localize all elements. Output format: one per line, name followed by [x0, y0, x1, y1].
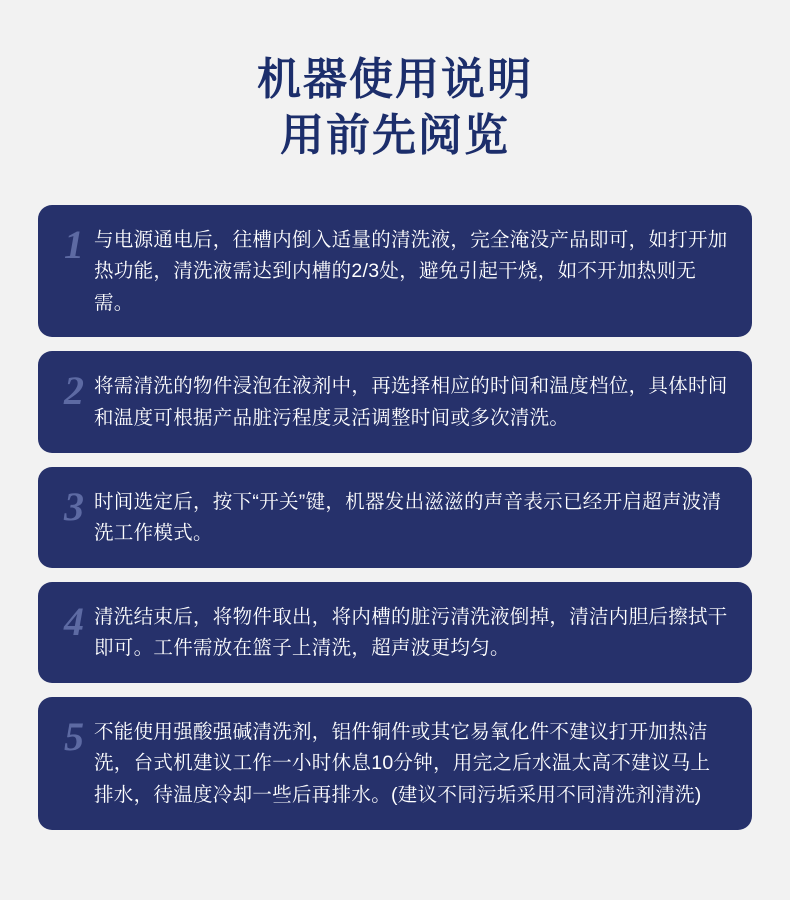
step-text: 清洗结束后，将物件取出，将内槽的脏污清洗液倒掉，清洁内胆后擦拭干即可。工件需放在篮子上清洗，超声波更均匀。 — [94, 605, 728, 660]
page-title-line2: 用前先阅览 — [280, 111, 510, 161]
step-number: 3 — [64, 483, 84, 529]
step-item — [38, 697, 752, 830]
step-text: 将需清洗的物件浸泡在液剂中，再选择相应的时间和温度档位，具体时间和温度可根据产品脏污程度灵活调整时间或多次清洗。 — [94, 375, 728, 429]
step-number: 5 — [64, 713, 84, 759]
step-text: 与电源通电后，往槽内倒入适量的清洗液，完全淹没产品即可，如打开加热功能，清洗液需达到内槽的2/3处，避免引起干烧，如不开加热则无需。 — [94, 228, 728, 314]
page-title-line1: 机器使用说明 — [257, 55, 533, 104]
step-item — [38, 351, 752, 452]
step-text: 时间选定后，按下“开关”键，机器发出滋滋的声音表示已经开启超声波清洗工作模式。 — [94, 490, 722, 545]
step-item — [38, 205, 752, 338]
steps-list — [0, 205, 790, 830]
step-number: 2 — [64, 368, 84, 414]
page-header — [0, 0, 790, 165]
step-number: 4 — [64, 598, 84, 644]
step-item — [38, 467, 752, 568]
step-text: 不能使用强酸强碱清洗剂，铝件铜件或其它易氧化件不建议打开加热洁洗，台式机建议工作一小时休息10分钟，用完之后水温太高不建议马上排水，待温度冷却一些后再排水。(建议不同污垢采用不同清洗剂清洗) — [94, 720, 711, 806]
step-number: 1 — [64, 221, 84, 267]
step-item — [38, 582, 752, 683]
